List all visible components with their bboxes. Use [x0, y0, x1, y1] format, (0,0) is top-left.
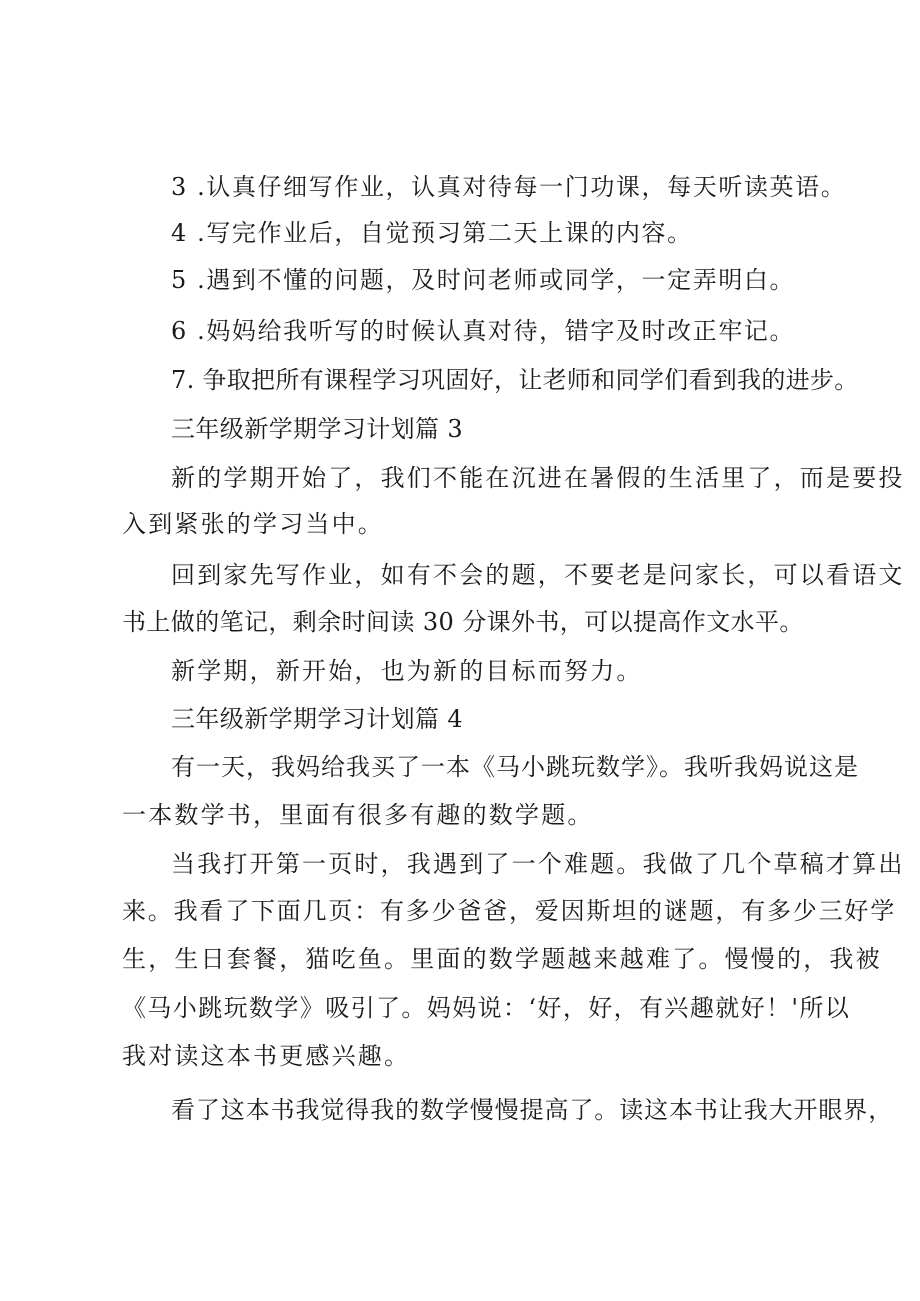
paragraph-line: 有一天，我妈给我买了一本《马小跳玩数学》。我听我妈说这是 — [171, 753, 859, 781]
paragraph-line: 入到紧张的学习当中。 — [122, 510, 384, 538]
paragraph-line: 新学期，新开始，也为新的目标而努力。 — [171, 657, 643, 685]
paragraph-line: 回到家先写作业，如有不会的题，不要老是问家长，可以看语文 — [171, 561, 905, 589]
list-item-7: 7. 争取把所有课程学习巩固好，让老师和同学们看到我的进步。 — [171, 366, 859, 394]
section-heading-4: 三年级新学期学习计划篇 4 — [171, 705, 464, 733]
section-heading-3: 三年级新学期学习计划篇 3 — [171, 415, 464, 443]
paragraph-line: 书上做的笔记，剩余时间读 30 分课外书，可以提高作文水平。 — [122, 608, 804, 636]
list-item-5: 5 .遇到不懂的问题，及时问老师或同学，一定弄明白。 — [171, 266, 796, 294]
list-item-6: 6 .妈妈给我听写的时候认真对待，错字及时改正牢记。 — [171, 317, 796, 345]
paragraph-line: 来。我看了下面几页：有多少爸爸，爱因斯坦的谜题，有多少三好学 — [122, 897, 896, 925]
paragraph-line: 当我打开第一页时，我遇到了一个难题。我做了几个草稿才算出 — [171, 850, 905, 878]
paragraph-line: 《马小跳玩数学》吸引了。妈妈说：‘好，好，有兴趣就好！'所以 — [122, 994, 851, 1022]
list-item-3: 3 .认真仔细写作业，认真对待每一门功课，每天听读英语。 — [171, 173, 847, 201]
paragraph-line: 新的学期开始了，我们不能在沉进在暑假的生活里了，而是要投 — [171, 464, 905, 492]
paragraph-line: 看了这本书我觉得我的数学慢慢提高了。读这本书让我大开眼界， — [171, 1096, 894, 1124]
paragraph-line: 一本数学书，里面有很多有趣的数学题。 — [122, 801, 594, 829]
list-item-4: 4 .写完作业后，自觉预习第二天上课的内容。 — [171, 219, 693, 247]
paragraph-line: 我对读这本书更感兴趣。 — [122, 1042, 411, 1070]
paragraph-line: 生，生日套餐，猫吃鱼。里面的数学题越来越难了。慢慢的，我被 — [122, 945, 882, 973]
